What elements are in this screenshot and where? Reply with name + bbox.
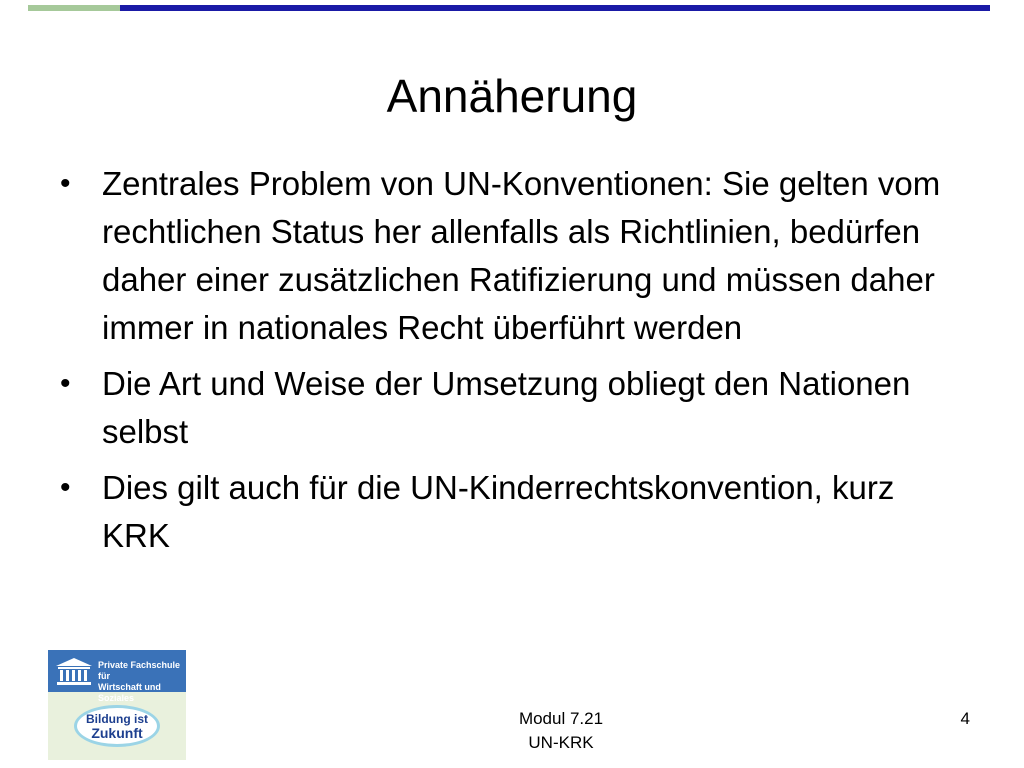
- footer-module-line1: Modul 7.21: [518, 709, 604, 728]
- footer-module-line2: UN-KRK: [528, 733, 594, 752]
- top-accent-bar-left: [28, 5, 120, 11]
- logo-badge: [74, 705, 160, 747]
- bullet-icon: •: [60, 471, 71, 504]
- top-accent-bar: [120, 5, 990, 11]
- logo-header: [48, 650, 186, 703]
- logo-badge-line1: Bildung ist: [86, 712, 148, 726]
- bullet-text: Zentrales Problem von UN-Konventionen: Sie gelten vom rechtlichen Status her allenfalls als Richtlinien, bedürfen daher einer zusätzlichen Ratifizierung und müssen daher immer in nationales Recht überführt werden: [102, 165, 941, 346]
- slide-title: Annäherung: [386, 70, 638, 122]
- bullet-list: [60, 160, 960, 568]
- logo-badge-line2: Zukunft: [91, 725, 143, 741]
- bullet-item: [60, 160, 960, 352]
- logo-school-name: [98, 660, 184, 704]
- bullet-text: Die Art und Weise der Umsetzung obliegt den Nationen selbst: [102, 365, 911, 450]
- logo-school-line2: Wirtschaft und Soziales: [98, 682, 161, 703]
- bullet-item: [60, 464, 960, 560]
- bullet-text: Dies gilt auch für die UN-Kinderrechtskonvention, kurz KRK: [102, 469, 895, 554]
- bullet-item: [60, 360, 960, 456]
- page-number: 4: [960, 709, 970, 728]
- logo-school-line1: Private Fachschule für: [98, 660, 181, 681]
- building-icon: [54, 656, 94, 686]
- bullet-icon: •: [60, 167, 71, 200]
- footer-module: [461, 707, 661, 755]
- bullet-icon: •: [60, 367, 71, 400]
- school-logo: [48, 650, 186, 760]
